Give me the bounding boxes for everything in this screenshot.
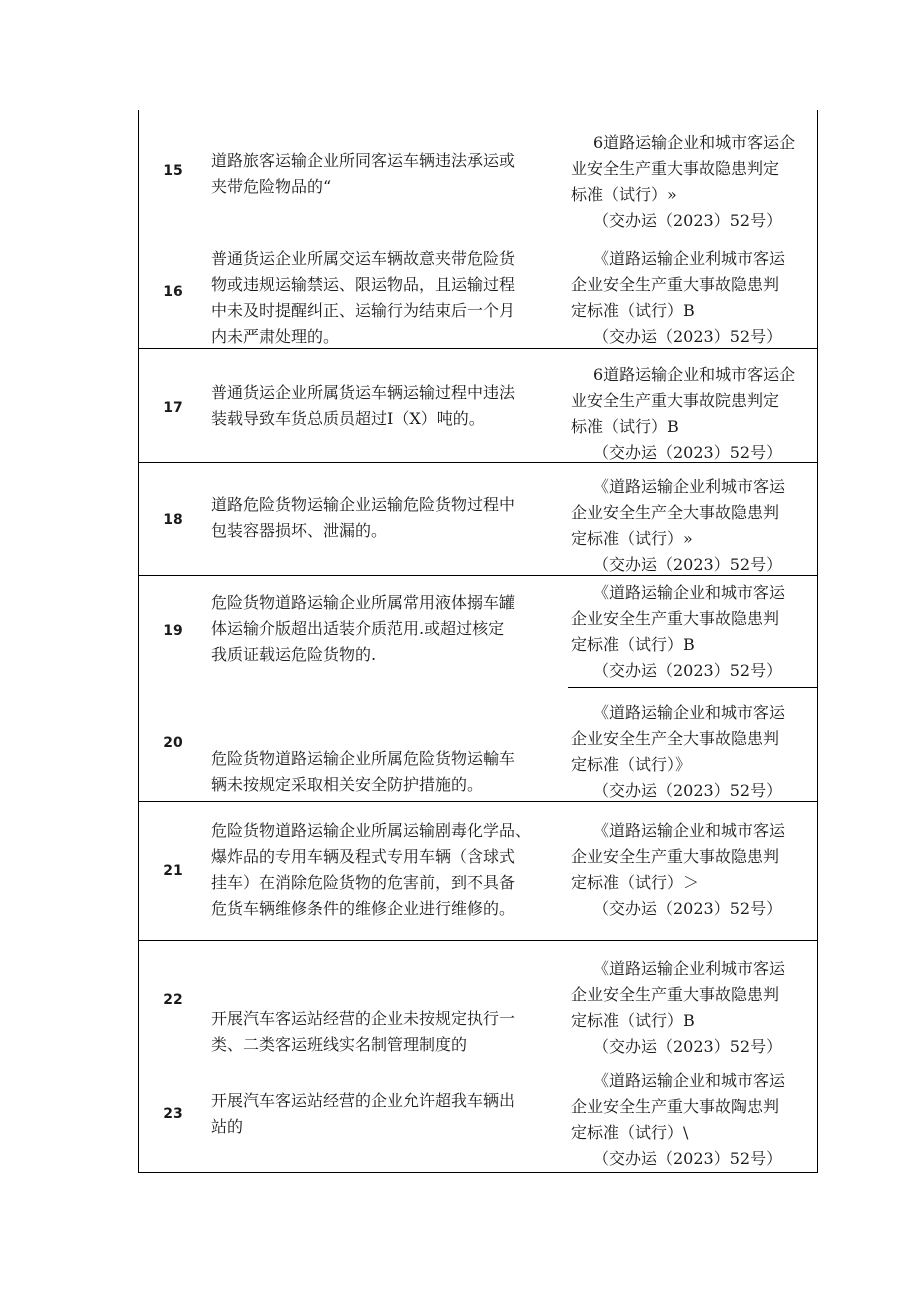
row-number: 20 — [163, 735, 183, 751]
row-number: 21 — [163, 863, 183, 879]
hazard-description: 危险货物道路运输企业所属危险货物运輸车 辆未按规定采取相关安全防护措施的。 — [211, 749, 516, 794]
hazard-description: 道路危险货物运输企业运输危险货物过程中 包装容器损坏、泄漏的。 — [211, 495, 516, 540]
table-row — [139, 580, 818, 685]
row-number: 16 — [163, 284, 183, 300]
hazard-description: 开展汽车客运站经营的企业未按规定执行一 类、二类客运班线实名制管理制度的 — [211, 1009, 516, 1054]
table-row — [139, 474, 818, 574]
regulation-reference: 6道路运输企业和城市客运企 业安全生产重大事故隐患判定 标准（试行）» （交办运（2023）52号） — [571, 133, 796, 230]
row-number: 19 — [163, 623, 183, 639]
row-number: 17 — [163, 400, 183, 416]
table-bottom-border — [138, 1172, 818, 1173]
table-row — [139, 700, 818, 800]
regulation-reference: 《道路运输企业和城市客运 企业安全生产重大事故陶忠判 定标准（试行）\ （交办运（2023）52号） — [571, 1071, 786, 1168]
hazard-description: 开展汽车客运站经营的企业允许超我车辆出 站的 — [211, 1091, 516, 1136]
row-number: 15 — [163, 163, 183, 179]
regulation-reference: 《道路运输企业利城市客运 企业安全生产重大事故隐患判 定标准（试行）B （交办运（2023）52号） — [571, 249, 786, 346]
regulation-reference: 《道路运输企业和城市客运 企业安全生产全大事故隐患判 定标准（试行）》 （交办运（2023）52号） — [571, 703, 786, 800]
regulation-reference: 6道路运输企业和城市客运企 业安全生产重大事故院患判定 标准（试行）B （交办运（2023）52号） — [571, 365, 796, 462]
row-number: 23 — [163, 1106, 183, 1122]
regulation-reference: 《道路运输企业利城市客运 企业安全生产重大事故隐患判 定标准（试行）B （交办运（2023）52号） — [571, 959, 786, 1056]
regulation-reference: 《道路运输企业和城市客运 企业安全生产重大事故隐患判 定标准（试行）＞ （交办运（2023）52号） — [571, 821, 786, 918]
hazard-description: 道路旅客运输企业所同客运车辆违法承运或 夹带危险物品的“ — [211, 151, 516, 196]
table-row — [139, 1068, 818, 1172]
table-row — [139, 130, 818, 240]
regulation-reference: 《道路运输企业利城市客运 企业安全生产全大事故隐患判 定标准（试行）» （交办运（2023）52号） — [571, 477, 786, 574]
table-row — [139, 818, 818, 938]
table-row — [139, 246, 818, 350]
hazard-description: 普通货运企业所属交运车辆故意夹带危险货 物或违规运输禁运、限运物品，且运输过程 中未及时提醒纠正、运输行为结束后一个月 内未严肃处理的。 — [211, 249, 516, 346]
table-row — [139, 956, 818, 1060]
row-divider — [568, 687, 818, 688]
row-number: 18 — [163, 512, 183, 528]
row-divider — [138, 940, 818, 941]
hazard-description: 危险货物道路运输企业所属常用液体搦车罐 体运输介版超出适装介质范用.或超过核定 我质证载运危险货物的. — [211, 593, 516, 664]
regulation-reference: 《道路运输企业和城市客运 企业安全生产重大事故隐患判 定标准（试行）B （交办运（2023）52号） — [571, 583, 786, 680]
table-row — [139, 362, 818, 462]
row-number: 22 — [163, 992, 183, 1008]
hazard-description: 危险货物道路运输企业所属运输剧毒化学品、 爆炸品的专用车辆及程式专用车辆（含球式 挂车）在消除危险货物的危害前，到不具备 危货车辆维修条件的维修企业进行维修的。 — [211, 821, 532, 918]
hazard-description: 普通货运企业所属货运车辆运输过程中违法 装载导致车货总质员超过I（X）吨的。 — [211, 383, 516, 428]
